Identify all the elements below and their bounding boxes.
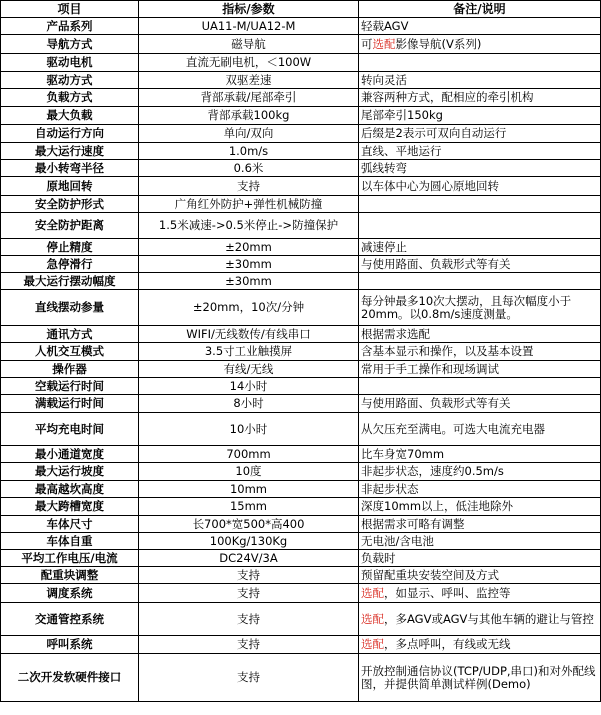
row-note [359, 567, 601, 584]
row-param: 100Kg/130Kg [139, 533, 359, 550]
note-text: 减速停止 [361, 239, 407, 254]
note-text-tail: ，多AGV或AGV与其他车辆的避让与管控 [384, 611, 594, 626]
row-note [359, 516, 601, 533]
row-item: 车体自重 [1, 533, 139, 550]
row-item: 最小通道宽度 [1, 446, 139, 463]
row-note [359, 446, 601, 463]
table-row [1, 160, 601, 177]
note-text: 无电池/含电池 [361, 533, 434, 548]
row-item: 平均充电时间 [1, 413, 139, 446]
row-note [359, 395, 601, 413]
row-note [359, 72, 601, 89]
row-param: 15mm [139, 498, 359, 516]
note-text: 直线、平地运行 [361, 143, 442, 158]
row-note [359, 326, 601, 343]
row-param: 支持 [139, 603, 359, 636]
table-row [1, 446, 601, 463]
row-note [359, 378, 601, 395]
row-item: 驱动方式 [1, 72, 139, 89]
row-item: 自动运行方向 [1, 125, 139, 143]
row-item: 最大运行坡度 [1, 463, 139, 481]
table-row [1, 654, 601, 702]
note-text: 可 [361, 36, 373, 51]
table-row [1, 143, 601, 160]
row-param: 支持 [139, 636, 359, 654]
table-row [1, 533, 601, 550]
table-row [1, 72, 601, 89]
row-item: 原地回转 [1, 177, 139, 196]
row-item: 负载方式 [1, 89, 139, 107]
row-param: 支持 [139, 584, 359, 603]
row-param: 10小时 [139, 413, 359, 446]
row-param: ±20mm [139, 239, 359, 256]
note-text: 负载时 [361, 550, 396, 565]
row-item: 产品系列 [1, 18, 139, 35]
note-text: 尾部牵引150kg [361, 108, 443, 122]
table-row [1, 35, 601, 54]
table-row [1, 516, 601, 533]
note-text: 深度10mm以上，低洼地除外 [361, 499, 514, 513]
note-text: 预留配重块安装空间及方式 [361, 567, 499, 582]
header-note: 备注/说明 [359, 1, 601, 18]
row-note [359, 481, 601, 498]
row-item: 安全防护距离 [1, 213, 139, 239]
note-text: 从欠压充至满电。可选大电流充电器 [361, 421, 545, 436]
table-row [1, 584, 601, 603]
row-param: DC24V/3A [139, 550, 359, 567]
row-param: 700mm [139, 446, 359, 463]
table-row [1, 567, 601, 584]
note-text: 含基本显示和操作，以及基本设置 [361, 344, 534, 358]
note-text-tail: 影像导航(V系列) [395, 36, 482, 51]
row-note [359, 533, 601, 550]
row-note [359, 54, 601, 72]
spec-body [1, 18, 601, 702]
row-param: 广角红外防护+弹性机械防撞 [139, 196, 359, 213]
row-note [359, 343, 601, 361]
row-item: 车体尺寸 [1, 516, 139, 533]
note-text: 以车体中心为圆心原地回转 [361, 178, 499, 193]
row-note [359, 584, 601, 603]
row-item: 调度系统 [1, 584, 139, 603]
row-item: 人机交互模式 [1, 343, 139, 361]
table-row [1, 498, 601, 516]
table-row [1, 395, 601, 413]
note-text: 开放控制通信协议(TCP/UDP,串口)和对外配线图，并提供简单测试样例(Demo) [361, 663, 596, 691]
row-note [359, 654, 601, 702]
table-row [1, 177, 601, 196]
row-param: UA11-M/UA12-M [139, 18, 359, 35]
row-param: 1.5米减速->0.5米停止->防撞保护 [139, 213, 359, 239]
row-param: ±20mm，10次/分钟 [139, 290, 359, 326]
row-item: 操作器 [1, 361, 139, 378]
row-item: 平均工作电压/电流 [1, 550, 139, 567]
note-text: 转向灵活 [361, 72, 407, 87]
row-item: 最小转弯半径 [1, 160, 139, 177]
row-note [359, 177, 601, 196]
row-param: 10度 [139, 463, 359, 481]
note-text-tail: ，如显示、呼叫、监控等 [384, 585, 511, 600]
table-row [1, 326, 601, 343]
note-highlight: 选配 [361, 637, 384, 651]
row-note [359, 550, 601, 567]
row-item: 最大跨槽宽度 [1, 498, 139, 516]
note-text: 兼容两种方式，配相应的牵引机构 [361, 90, 534, 104]
row-param: 磁导航 [139, 35, 359, 54]
row-note [359, 239, 601, 256]
row-param: 背部承载100kg [139, 107, 359, 125]
table-row [1, 378, 601, 395]
table-row [1, 290, 601, 326]
table-row [1, 18, 601, 35]
row-note [359, 603, 601, 636]
table-row [1, 550, 601, 567]
table-row [1, 463, 601, 481]
row-param: 3.5寸工业触摸屏 [139, 343, 359, 361]
row-param: 8小时 [139, 395, 359, 413]
table-row [1, 343, 601, 361]
row-item: 急停滑行 [1, 256, 139, 273]
table-row [1, 239, 601, 256]
row-param: WIFI/无线数传/有线串口 [139, 326, 359, 343]
header-param: 指标/参数 [139, 1, 359, 18]
row-param: 14小时 [139, 378, 359, 395]
row-note [359, 89, 601, 107]
row-note [359, 413, 601, 446]
note-highlight: 选配 [361, 585, 384, 600]
row-item: 通讯方式 [1, 326, 139, 343]
row-param: 支持 [139, 654, 359, 702]
table-row [1, 256, 601, 273]
row-item: 最大运行速度 [1, 143, 139, 160]
note-highlight: 选配 [372, 36, 396, 51]
row-param: 直流无刷电机，＜100W [139, 54, 359, 72]
row-note [359, 143, 601, 160]
row-param: 10mm [139, 481, 359, 498]
note-text: 常用于手工操作和现场调试 [361, 361, 499, 376]
row-note [359, 18, 601, 35]
row-param: 1.0m/s [139, 143, 359, 160]
row-item: 最高越坎高度 [1, 481, 139, 498]
note-text: 与使用路面、负载形式等有关 [361, 396, 511, 410]
row-item: 安全防护形式 [1, 196, 139, 213]
note-text: 比车身宽70mm [361, 446, 445, 461]
table-row [1, 603, 601, 636]
row-param: 有线/无线 [139, 361, 359, 378]
row-param: 0.6米 [139, 160, 359, 177]
note-text: 弧线转弯 [361, 160, 407, 175]
note-text: 轻载AGV [361, 18, 409, 33]
note-text: 根据需求可略有调整 [361, 516, 465, 531]
row-note [359, 35, 601, 54]
row-note [359, 160, 601, 177]
note-text: 每分钟最多10次大摆动，且每次幅度小于20mm。以0.8m/s速度测量。 [361, 293, 572, 321]
table-row [1, 361, 601, 378]
table-row [1, 413, 601, 446]
header-row [1, 1, 601, 18]
table-row [1, 213, 601, 239]
row-item: 配重块调整 [1, 567, 139, 584]
row-note [359, 256, 601, 273]
row-item: 呼叫系统 [1, 636, 139, 654]
row-item: 交通管控系统 [1, 603, 139, 636]
row-note [359, 636, 601, 654]
row-note [359, 213, 601, 239]
row-note [359, 107, 601, 125]
table-row [1, 89, 601, 107]
row-param: 单向/双向 [139, 125, 359, 143]
row-note [359, 361, 601, 378]
table-row [1, 196, 601, 213]
note-text: 与使用路面、负载形式等有关 [361, 256, 511, 271]
note-text: 根据需求选配 [361, 326, 430, 341]
row-item: 直线摆动参量 [1, 290, 139, 326]
row-item: 最大运行摆动幅度 [1, 273, 139, 290]
table-row [1, 125, 601, 143]
table-row [1, 273, 601, 290]
table-row [1, 54, 601, 72]
row-note [359, 273, 601, 290]
note-text-tail: ，多点呼叫，有线或无线 [384, 637, 511, 651]
row-param: 背部承载/尾部牵引 [139, 89, 359, 107]
header-item: 项目 [1, 1, 139, 18]
note-highlight: 选配 [361, 611, 384, 626]
row-item: 二次开发软硬件接口 [1, 654, 139, 702]
row-note [359, 290, 601, 326]
row-item: 导航方式 [1, 35, 139, 54]
row-param: ±30mm [139, 256, 359, 273]
row-param: 双驱差速 [139, 72, 359, 89]
row-item: 停止精度 [1, 239, 139, 256]
row-item: 最大负载 [1, 107, 139, 125]
table-row [1, 481, 601, 498]
row-param: ±30mm [139, 273, 359, 290]
row-note [359, 498, 601, 516]
row-param: 长700*宽500*高400 [139, 516, 359, 533]
note-text: 非起步状态 [361, 481, 419, 496]
row-param: 支持 [139, 567, 359, 584]
table-row [1, 107, 601, 125]
table-row [1, 636, 601, 654]
row-note [359, 463, 601, 481]
row-item: 驱动电机 [1, 54, 139, 72]
row-note [359, 125, 601, 143]
note-text: 非起步状态，速度约0.5m/s [361, 464, 504, 478]
row-item: 满载运行时间 [1, 395, 139, 413]
row-item: 空载运行时间 [1, 378, 139, 395]
row-param: 支持 [139, 177, 359, 196]
note-text: 后缀是2表示可双向自动运行 [361, 126, 507, 140]
row-note [359, 196, 601, 213]
